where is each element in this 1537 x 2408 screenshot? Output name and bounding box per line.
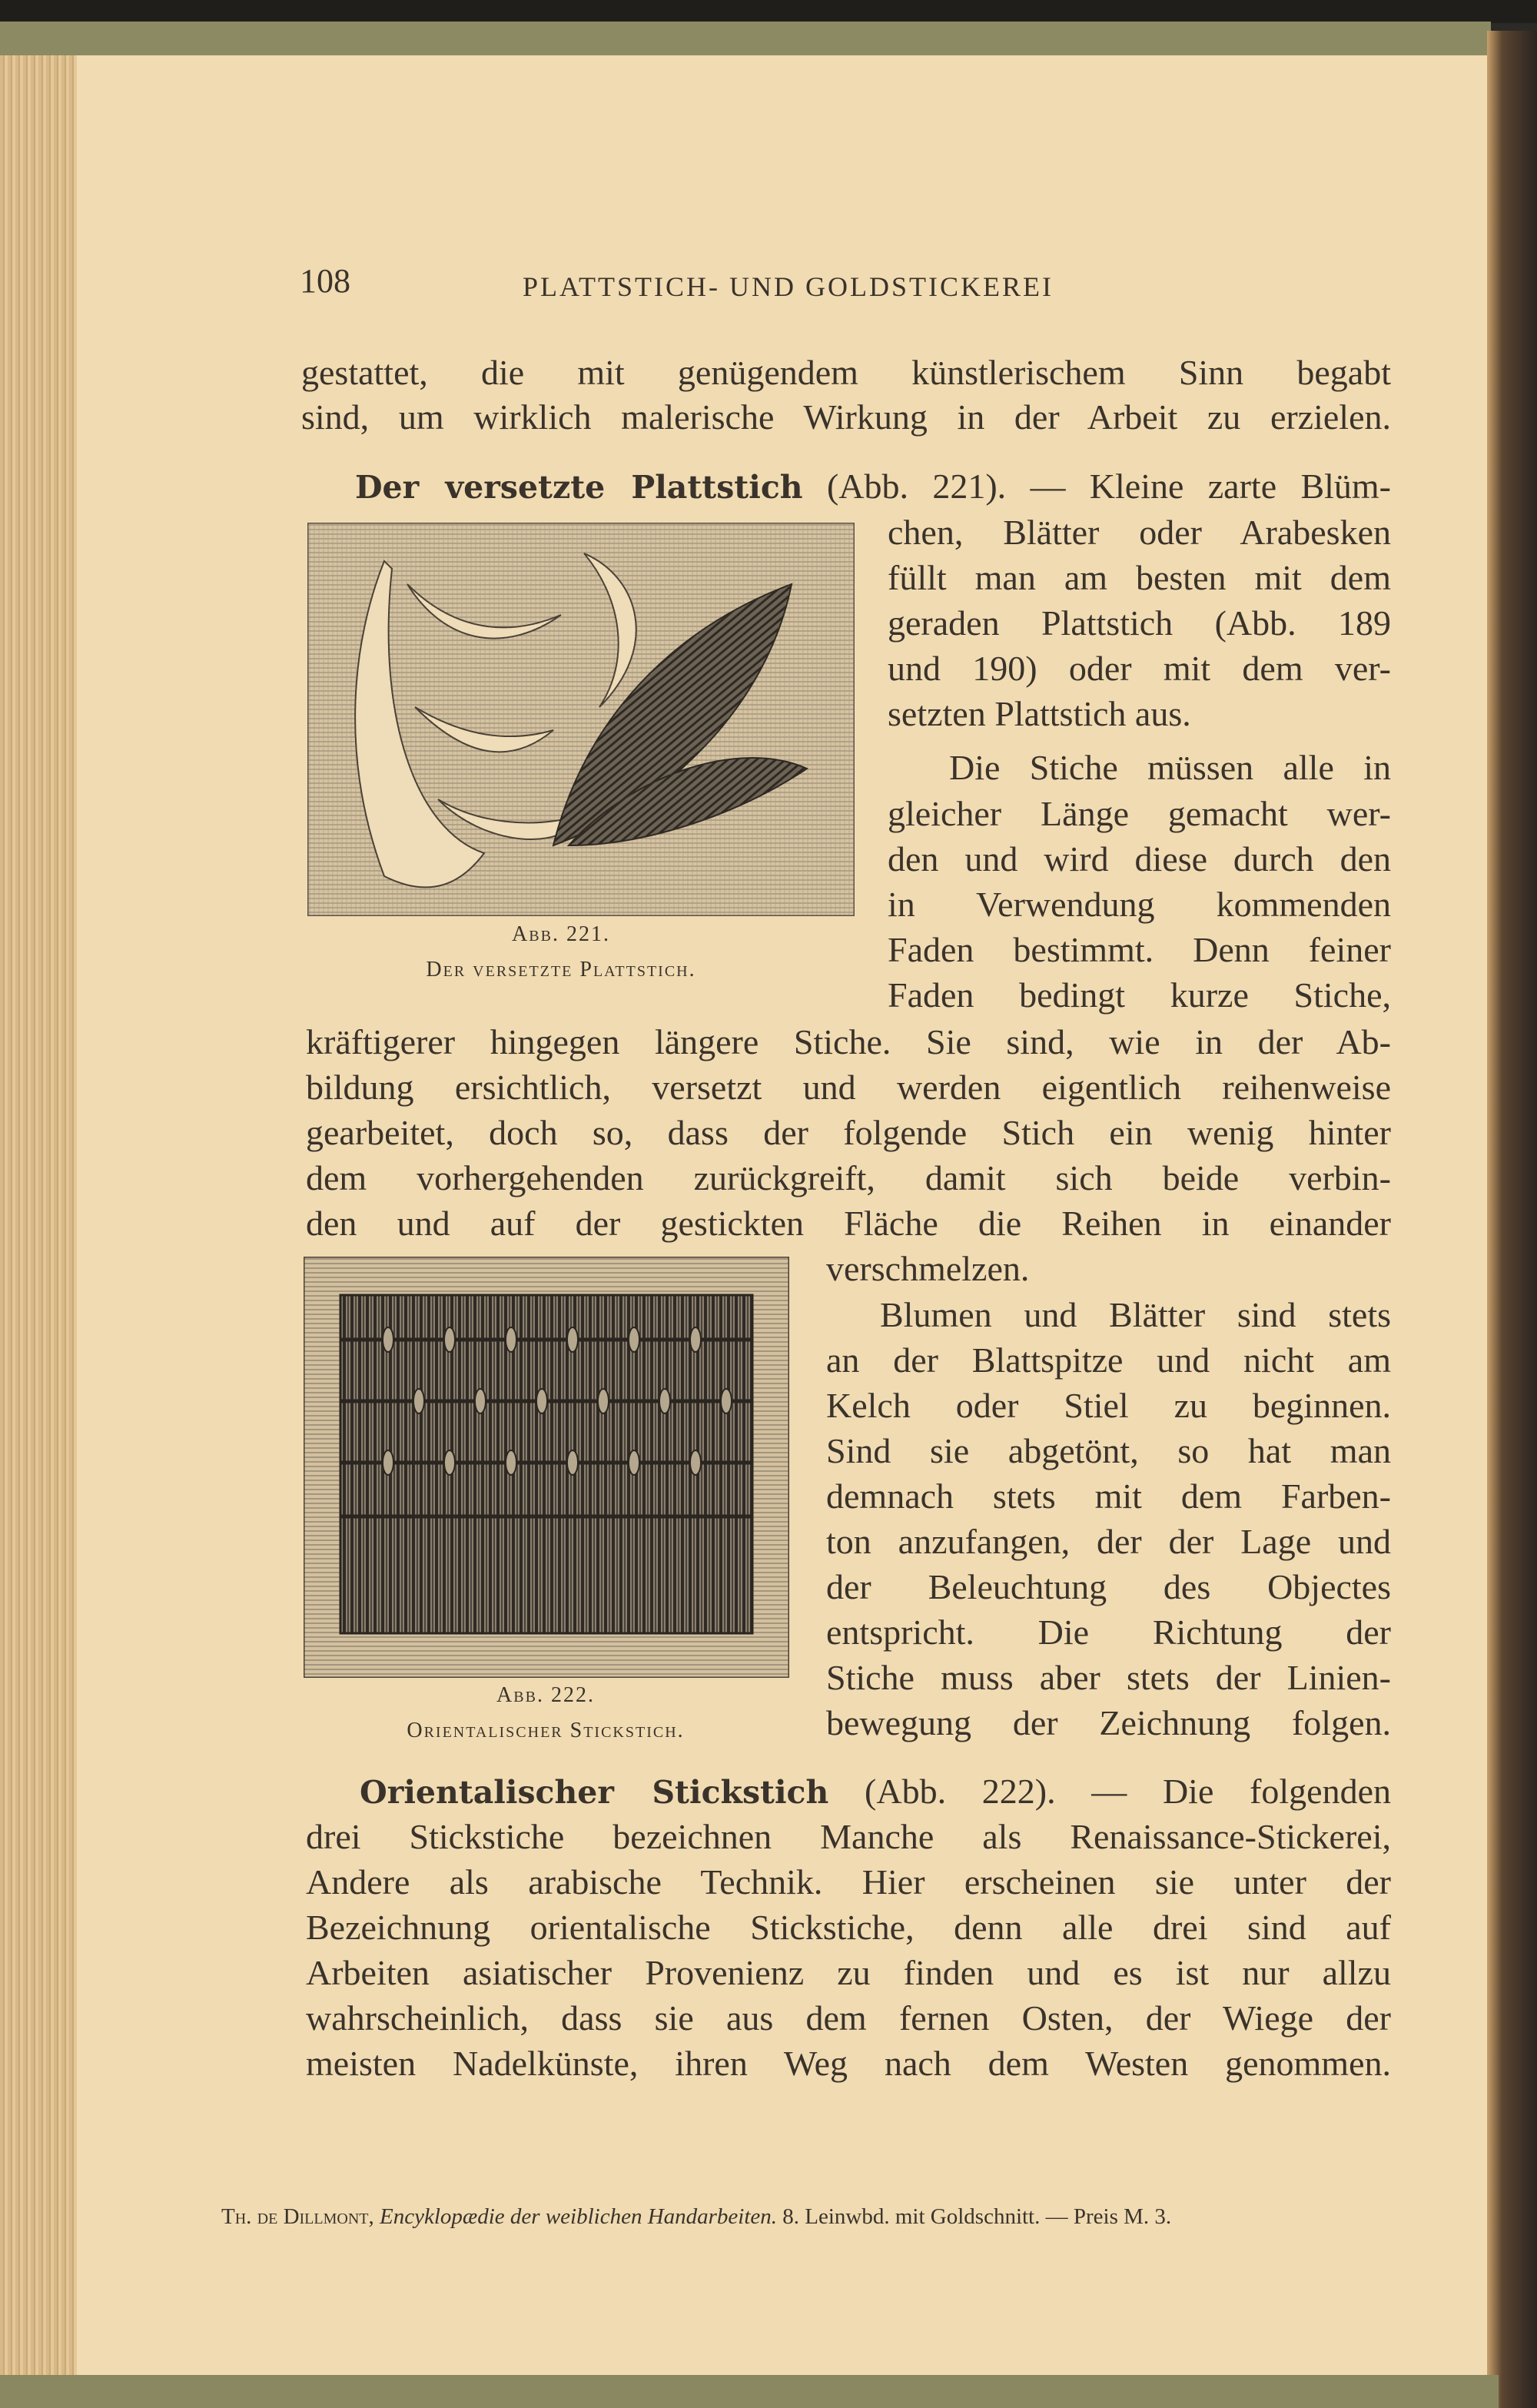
text-line: in Verwendung kommenden [888,885,1391,924]
text-line: setzten Plattstich aus. [888,694,1191,733]
text-line: bildung ersichtlich, versetzt und werden eigentlich reihenweise [306,1068,1391,1107]
figure-222-caption: Orientalischer Stickstich. [407,1719,685,1742]
section-heading: Der versetzte Plattstich [355,469,803,506]
text-line: drei Stickstiche bezeichnen Manche als Renaissance-Stickerei, [306,1817,1391,1856]
footer-advertisement [221,2204,1171,2230]
text-line: Sind sie abgetönt, so hat man [826,1431,1391,1470]
footer-book-title: Encyklopædie der weiblichen Handarbeiten. [380,2204,778,2229]
scan-top-border [0,0,1537,23]
text-line: den und wird diese durch den [888,839,1391,879]
text-line: bewegung der Zeichnung folgen. [826,1703,1391,1742]
text-line: chen, Blätter oder Arabesken [888,513,1391,552]
text-line: Bezeichnung orientalische Stickstiche, denn alle drei sind auf [306,1908,1391,1947]
text-line: entspricht. Die Richtung der [826,1613,1391,1652]
text-line: dem vorhergehenden zurückgreift, damit sich beide verbin- [306,1158,1391,1197]
text-line [360,1769,1391,1815]
text-line: Andere als arabische Technik. Hier erscheinen sie unter der [306,1862,1391,1901]
text-line: gestattet, die mit genügendem künstlerischem Sinn begabt [301,353,1391,392]
figure-222-number: Abb. 222. [496,1683,595,1707]
text-line: Faden bestimmt. Denn feiner [888,930,1391,969]
text-line: an der Blattspitze und nicht am [826,1340,1391,1380]
text-line: Arbeiten asiatischer Provenienz zu finden und es ist nur allzu [306,1953,1391,1992]
section-heading: Orientalischer Stickstich [360,1774,829,1811]
text-line: kräftigerer hingegen längere Stiche. Sie sind, wie in der Ab- [306,1022,1391,1061]
figure-221-illustration [307,523,855,916]
text-line: den und auf der gestickten Fläche die Reihen in einander [306,1204,1391,1243]
book-cover-edge-bottom [0,2375,1499,2408]
text-line: gearbeitet, doch so, dass der folgende Stich ein wenig hinter [306,1113,1391,1152]
text-line: meisten Nadelkünste, ihren Weg nach dem Westen genommen. [306,2044,1391,2083]
text-line: der Beleuchtung des Objectes [826,1567,1391,1606]
text-line: Kelch oder Stiel zu beginnen. [826,1386,1391,1425]
figure-221-number: Abb. 221. [512,922,610,946]
text-line: sind, um wirklich malerische Wirkung in der Arbeit zu erzielen. [301,397,1391,437]
figure-221-caption: Der versetzte Plattstich. [426,958,696,981]
text-line: und 190) oder mit dem ver- [888,649,1391,688]
page-edges-left [0,55,77,2384]
book-cover-edge-top [0,22,1491,58]
text-line: verschmelzen. [826,1249,1030,1288]
figure-222-illustration [304,1257,789,1678]
footer-details: 8. Leinwbd. mit Goldschnitt. — Preis M. 3. [782,2204,1172,2229]
text-line: gleicher Länge gemacht wer- [888,794,1391,833]
text-line: Die Stiche müssen alle in [949,748,1391,787]
text-line: demnach stets mit dem Farben- [826,1476,1391,1516]
text-line: Faden bedingt kurze Stiche, [888,975,1391,1015]
text-line: ton anzufangen, der der Lage und [826,1522,1391,1561]
text-line: Blumen und Blätter sind stets [880,1295,1391,1334]
text-line: Stiche muss aber stets der Linien- [826,1658,1391,1697]
book-cover-edge-right [1487,31,1537,2408]
text-line: geraden Plattstich (Abb. 189 [888,603,1391,643]
page-number: 108 [300,262,350,300]
text-line: wahrscheinlich, dass sie aus dem fernen Osten, der Wiege der [306,1998,1391,2038]
text-line: füllt man am besten mit dem [888,558,1391,597]
text-span: (Abb. 221). — Kleine zarte Blüm- [826,467,1392,506]
footer-author: Th. de Dillmont, [221,2204,374,2229]
text-line [355,464,1391,510]
running-title: PLATTSTICH- UND GOLDSTICKEREI [523,271,1054,302]
text-span: (Abb. 222). — Die folgenden [865,1772,1392,1811]
